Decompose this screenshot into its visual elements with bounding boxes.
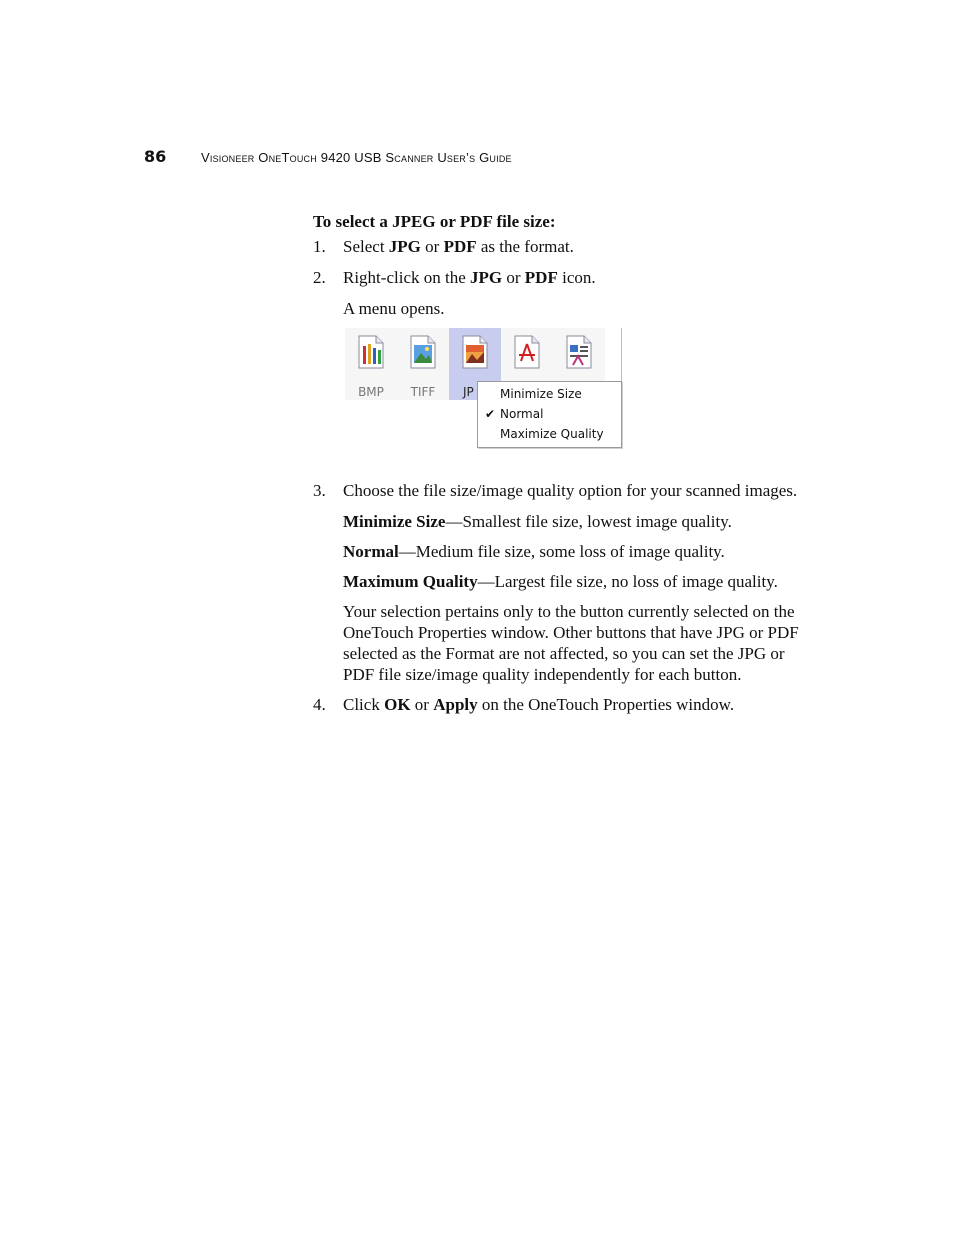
format-label: JP (463, 385, 474, 399)
option-term: Normal (343, 542, 399, 561)
step-text: Choose the file size/image quality option for your scanned images. (343, 481, 798, 500)
step-4 (313, 694, 813, 715)
menu-item-minimize-size[interactable] (478, 384, 621, 404)
step-text: or (420, 237, 444, 256)
step-text: Right-click on the (343, 268, 471, 287)
step-bold: OK (384, 695, 411, 714)
step-bold: Apply (433, 695, 478, 714)
step-bold: JPG (388, 237, 421, 256)
format-label: BMP (358, 385, 384, 399)
menu-item-label: Normal (500, 407, 544, 421)
step-text: on the OneTouch Properties window. (477, 695, 735, 714)
step-2 (313, 267, 813, 288)
step-number: 4. (313, 695, 326, 714)
step-text: Click (343, 695, 385, 714)
pdf-file-icon (512, 334, 542, 370)
section-heading: To select a JPEG or PDF file size: (313, 212, 556, 231)
format-label: TIFF (410, 385, 436, 399)
step-text: icon. (557, 268, 596, 287)
menu-item-label: Minimize Size (500, 387, 582, 401)
option-term: Maximum Quality (343, 572, 478, 591)
option-description: —Largest file size, no loss of image quality. (477, 572, 778, 591)
step-2-note: A menu opens. (343, 299, 445, 318)
option-description: —Smallest file size, lowest image quality. (445, 512, 732, 531)
option-term: Minimize Size (343, 512, 446, 531)
format-button-bmp[interactable] (345, 328, 397, 400)
format-button-tiff[interactable] (397, 328, 449, 400)
file-size-context-menu (477, 381, 622, 448)
step-text: or (410, 695, 434, 714)
main-content (313, 211, 813, 725)
selection-note: Your selection pertains only to the button currently selected on the OneTouch Properties window. Other buttons that have JPG or PDF selected as the Format are not affected, so you can set the JPG or PDF file size/image quality independently for each button. (343, 602, 799, 684)
step-text: or (502, 268, 525, 287)
step-text: Select (343, 237, 389, 256)
step-1 (313, 236, 813, 257)
jpg-file-icon (460, 334, 490, 370)
step-bold: PDF (524, 268, 558, 287)
tiff-file-icon (408, 334, 438, 370)
step-bold: JPG (470, 268, 503, 287)
running-title: Visioneer OneTouch 9420 USB Scanner User’s Guide (201, 150, 512, 165)
format-menu-screenshot (345, 328, 623, 450)
menu-item-normal[interactable] (478, 404, 621, 424)
page-number: 86 (144, 147, 167, 166)
text-format-file-icon (564, 334, 594, 370)
menu-item-maximize-quality[interactable] (478, 424, 621, 444)
option-maximum-quality (313, 571, 813, 592)
option-minimize-size (313, 511, 813, 532)
step-number: 3. (313, 481, 326, 500)
menu-item-label: Maximize Quality (500, 427, 604, 441)
step-3 (313, 480, 813, 501)
checkmark-icon: ✔ (485, 407, 496, 421)
step-number: 2. (313, 268, 326, 287)
step-number: 1. (313, 237, 326, 256)
option-normal (313, 541, 813, 562)
step-bold: PDF (443, 237, 477, 256)
step-text: as the format. (476, 237, 574, 256)
bmp-file-icon (356, 334, 386, 370)
option-description: —Medium file size, some loss of image quality. (398, 542, 725, 561)
